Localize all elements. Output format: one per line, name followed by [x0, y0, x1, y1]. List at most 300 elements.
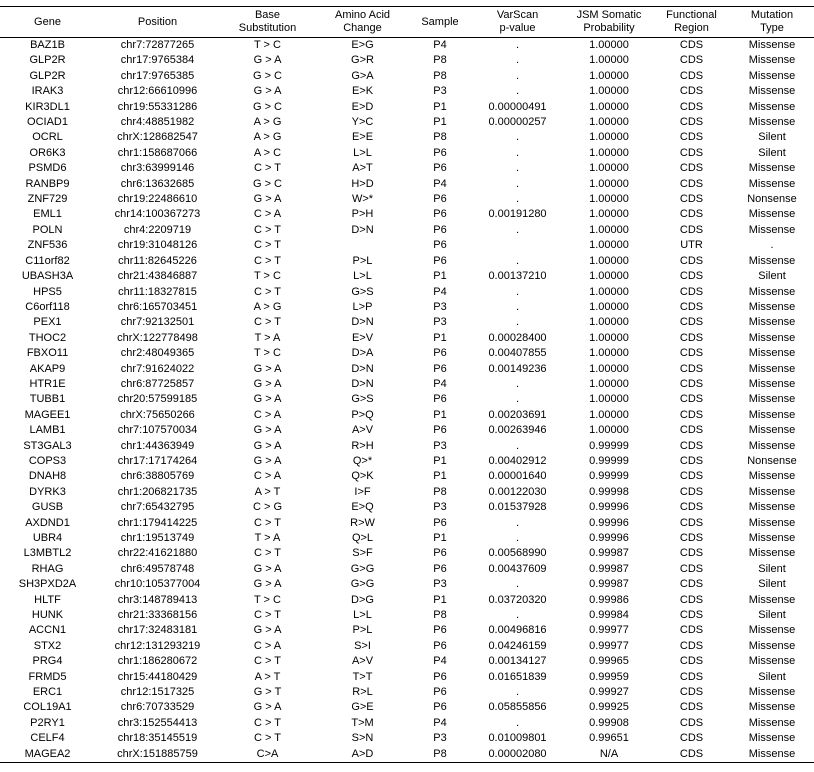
cell-amino-acid-change: G>G [350, 562, 375, 575]
cell-amino-acid-change: D>N [351, 377, 374, 390]
cell-functional-region: CDS [679, 362, 704, 375]
cell-base-substitution: G > A [253, 578, 282, 591]
cell-amino-acid-change: P>H [351, 208, 374, 221]
cell-varscan-p-value: 0.00001640 [488, 470, 547, 483]
cell-position: chr1:44363949 [120, 439, 195, 452]
cell-position: chr4:2209719 [123, 223, 192, 236]
cell-base-substitution: C > A [253, 208, 282, 221]
cell-mutation-type: Missense [748, 162, 796, 175]
cell-mutation-type: Missense [748, 686, 796, 699]
cell-jsm-somatic-probability: 1.00000 [589, 393, 629, 406]
cell-mutation-type: Missense [748, 69, 796, 82]
cell-sample: P4 [433, 285, 447, 298]
cell-varscan-p-value: . [515, 146, 520, 159]
cell-varscan-p-value: . [515, 193, 520, 206]
cell-functional-region: CDS [679, 223, 704, 236]
cell-amino-acid-change: R>H [351, 439, 374, 452]
cell-jsm-somatic-probability: 1.00000 [589, 116, 629, 129]
column-header-gene [0, 7, 95, 38]
column-header-amino-acid-change [315, 7, 410, 38]
column-header-line2: Substitution [238, 22, 297, 34]
column-header-line1: Functional [666, 9, 717, 21]
cell-amino-acid-change: G>R [351, 54, 374, 67]
cell-position: chr19:22486610 [117, 193, 198, 206]
cell-functional-region: CDS [679, 578, 704, 591]
cell-functional-region: CDS [679, 193, 704, 206]
cell-varscan-p-value: 0.00568990 [488, 547, 547, 560]
cell-functional-region: CDS [679, 116, 704, 129]
table-row [0, 130, 814, 145]
cell-position: chr17:9765384 [120, 54, 195, 67]
cell-jsm-somatic-probability: 1.00000 [589, 146, 629, 159]
cell-amino-acid-change: G>E [351, 701, 374, 714]
cell-jsm-somatic-probability: 1.00000 [589, 162, 629, 175]
cell-mutation-type: Missense [748, 485, 796, 498]
table-row [0, 392, 814, 407]
table-row [0, 146, 814, 161]
cell-varscan-p-value: . [515, 609, 520, 622]
cell-mutation-type: Missense [748, 285, 796, 298]
cell-gene: UBR4 [32, 532, 63, 544]
cell-gene: AKAP9 [29, 362, 66, 375]
cell-base-substitution: G > A [253, 362, 282, 375]
cell-base-substitution: C > A [253, 639, 282, 652]
cell-sample: P6 [433, 424, 447, 437]
table-row [0, 238, 814, 253]
cell-amino-acid-change: E>K [351, 85, 374, 98]
cell-position: chr6:38805769 [120, 470, 195, 483]
cell-sample: P8 [433, 485, 447, 498]
cell-amino-acid-change: A>D [315, 747, 410, 763]
cell-varscan-p-value: 0.00191280 [488, 208, 547, 221]
cell-jsm-somatic-probability: 0.99996 [589, 516, 629, 529]
cell-functional-region: CDS [679, 162, 704, 175]
cell-base-substitution: G > A [253, 54, 282, 67]
cell-jsm-somatic-probability: 0.99987 [589, 547, 629, 560]
cell-varscan-p-value: 0.00134127 [488, 655, 547, 668]
cell-base-substitution: T > C [253, 270, 281, 283]
cell-mutation-type: Missense [748, 516, 796, 529]
cell-sample: P3 [433, 300, 447, 313]
cell-functional-region: CDS [679, 69, 704, 82]
cell-varscan-p-value: 0.01009801 [488, 732, 547, 745]
cell-jsm-somatic-probability: N/A [565, 747, 653, 763]
cell-mutation-type: Missense [748, 655, 796, 668]
cell-jsm-somatic-probability: 1.00000 [589, 254, 629, 267]
table-row [0, 500, 814, 515]
table-row [0, 254, 814, 269]
cell-position: chr14:100367273 [114, 208, 201, 221]
table-row [0, 454, 814, 469]
cell-gene: SH3PXD2A [18, 578, 77, 591]
cell-amino-acid-change: S>I [354, 639, 371, 652]
cell-mutation-type: Silent [758, 131, 786, 144]
cell-jsm-somatic-probability: 0.99925 [589, 701, 629, 714]
cell-varscan-p-value: . [515, 532, 520, 544]
cell-jsm-somatic-probability: 0.99908 [589, 716, 629, 729]
table-row [0, 423, 814, 438]
cell-amino-acid-change: Q>K [351, 470, 374, 483]
cell-jsm-somatic-probability: 0.99927 [589, 686, 629, 699]
cell-varscan-p-value: 0.00028400 [488, 331, 547, 344]
cell-mutation-type: Missense [748, 532, 796, 544]
cell-gene: RANBP9 [25, 177, 70, 190]
cell-position: chr20:57599185 [117, 393, 198, 406]
cell-mutation-type: Missense [748, 424, 796, 437]
column-header-line1: JSM Somatic [576, 9, 642, 21]
cell-sample: P6 [433, 562, 447, 575]
cell-position: chr1:158687066 [117, 146, 198, 159]
cell-varscan-p-value: . [515, 686, 520, 699]
cell-varscan-p-value: . [515, 85, 520, 98]
cell-base-substitution: C > T [253, 239, 281, 252]
cell-position: chr11:18327815 [118, 285, 197, 298]
cell-functional-region: CDS [679, 624, 704, 637]
cell-gene: HTR1E [29, 377, 66, 390]
cell-functional-region: CDS [679, 716, 704, 729]
cell-mutation-type: Missense [748, 716, 796, 729]
cell-functional-region: CDS [679, 100, 704, 113]
cell-functional-region: CDS [679, 609, 704, 622]
cell-jsm-somatic-probability: 0.99996 [589, 532, 629, 544]
column-header-line2: Region [674, 22, 709, 34]
cell-gene: PRG4 [32, 655, 63, 668]
cell-jsm-somatic-probability: 1.00000 [589, 285, 629, 298]
cell-base-substitution: C > T [253, 316, 281, 329]
table-row [0, 300, 814, 315]
cell-varscan-p-value: 0.00203691 [488, 408, 547, 421]
cell-base-substitution: G > A [253, 701, 282, 714]
cell-mutation-type: Missense [748, 54, 796, 67]
cell-jsm-somatic-probability: 0.99996 [589, 501, 629, 514]
cell-gene: MAGEA2 [0, 747, 95, 763]
cell-varscan-p-value: 0.04246159 [488, 639, 547, 652]
cell-functional-region: CDS [679, 532, 704, 544]
cell-amino-acid-change: G>A [351, 69, 374, 82]
cell-varscan-p-value: . [515, 716, 520, 729]
cell-base-substitution: G > A [253, 562, 282, 575]
cell-base-substitution: A > G [253, 131, 282, 144]
cell-functional-region: CDS [679, 454, 704, 467]
column-header-line2: Change [343, 22, 382, 34]
cell-functional-region: CDS [679, 331, 704, 344]
table-row [0, 731, 814, 746]
cell-sample: P8 [410, 747, 470, 763]
cell-base-substitution: T > C [253, 347, 281, 360]
cell-jsm-somatic-probability: 1.00000 [589, 177, 629, 190]
cell-gene: BAZ1B [30, 39, 65, 51]
cell-base-substitution: C > T [253, 254, 281, 267]
cell-gene: HUNK [31, 609, 64, 622]
cell-position: chr12:66610996 [117, 85, 198, 98]
column-header-line1: VarScan [496, 9, 539, 21]
table-row [0, 377, 814, 392]
cell-functional-region: CDS [679, 316, 704, 329]
cell-amino-acid-change: E>E [351, 131, 374, 144]
table-row [0, 84, 814, 99]
cell-mutation-type: Silent [758, 562, 786, 575]
cell-position: chr19:55331286 [117, 100, 198, 113]
cell-gene: THOC2 [28, 331, 67, 344]
table-row [0, 639, 814, 654]
cell-amino-acid-change: D>N [351, 316, 374, 329]
cell-functional-region: UTR [680, 239, 703, 252]
cell-position: chr6:165703451 [117, 300, 198, 313]
cell-sample: P6 [433, 686, 447, 699]
column-header-base-substitution [220, 7, 315, 38]
cell-base-substitution: G > A [253, 439, 282, 452]
cell-amino-acid-change: D>N [351, 223, 374, 236]
cell-varscan-p-value: 0.00437609 [488, 562, 547, 575]
cell-base-substitution: T > C [253, 39, 281, 51]
cell-gene: EML1 [33, 208, 62, 221]
cell-base-substitution: C > A [253, 408, 282, 421]
cell-amino-acid-change [315, 238, 410, 253]
cell-jsm-somatic-probability: 1.00000 [589, 223, 629, 236]
cell-position: chrX:75650266 [120, 408, 195, 421]
cell-gene: OCRL [32, 131, 63, 144]
cell-sample: P6 [433, 639, 447, 652]
cell-gene: ZNF729 [27, 193, 68, 206]
cell-jsm-somatic-probability: 1.00000 [589, 424, 629, 437]
cell-gene: GLP2R [29, 69, 66, 82]
cell-mutation-type: Missense [748, 85, 796, 98]
cell-varscan-p-value: 0.00000257 [488, 116, 547, 129]
cell-varscan-p-value: . [515, 393, 520, 406]
column-header-line2: Probability [583, 22, 635, 34]
cell-gene: GLP2R [29, 54, 66, 67]
cell-position: chr3:152554413 [117, 716, 198, 729]
cell-jsm-somatic-probability: 1.00000 [589, 377, 629, 390]
cell-sample: P6 [433, 193, 447, 206]
cell-amino-acid-change: Q>* [352, 454, 373, 467]
table-row [0, 439, 814, 454]
cell-functional-region: CDS [679, 393, 704, 406]
cell-amino-acid-change: R>W [350, 516, 375, 529]
cell-sample: P6 [433, 547, 447, 560]
cell-sample: P4 [433, 377, 447, 390]
cell-amino-acid-change: D>N [351, 362, 374, 375]
table-row [0, 192, 814, 207]
cell-jsm-somatic-probability: 1.00000 [589, 54, 629, 67]
cell-position: chr7:107570034 [117, 424, 198, 437]
column-header-line1: Gene [34, 15, 61, 28]
cell-base-substitution: G > A [253, 393, 282, 406]
cell-amino-acid-change: L>P [352, 300, 373, 313]
cell-functional-region: CDS [679, 424, 704, 437]
column-header-jsm-somatic-probability [565, 7, 653, 38]
table-row [0, 38, 814, 54]
cell-base-substitution: G > C [252, 69, 283, 82]
table-row [0, 485, 814, 500]
cell-mutation-type: Nonsense [747, 454, 797, 467]
cell-amino-acid-change: L>L [353, 609, 372, 622]
cell-functional-region: CDS [679, 54, 704, 67]
cell-mutation-type: Missense [748, 362, 796, 375]
cell-base-substitution: T > C [253, 593, 281, 606]
cell-jsm-somatic-probability: 1.00000 [589, 362, 629, 375]
table-row [0, 531, 814, 546]
column-header-sample [410, 7, 470, 38]
cell-jsm-somatic-probability: 1.00000 [589, 85, 629, 98]
cell-jsm-somatic-probability: 0.99984 [589, 609, 629, 622]
cell-jsm-somatic-probability: 1.00000 [589, 316, 629, 329]
cell-position: chr19:31048126 [117, 239, 198, 252]
cell-gene: UBASH3A [21, 270, 74, 283]
cell-gene: L3MBTL2 [23, 547, 72, 560]
cell-varscan-p-value: 0.00402912 [488, 454, 547, 467]
cell-position: chr12:131293219 [114, 639, 201, 652]
table-row [0, 177, 814, 192]
cell-gene: HPS5 [33, 285, 62, 298]
cell-jsm-somatic-probability: 1.00000 [589, 131, 629, 144]
cell-jsm-somatic-probability: 1.00000 [589, 208, 629, 221]
cell-position: chr7:65432795 [120, 501, 195, 514]
cell-base-substitution: C > T [253, 162, 281, 175]
cell-sample: P4 [433, 39, 447, 51]
table-row [0, 469, 814, 484]
cell-functional-region: CDS [679, 485, 704, 498]
cell-gene: COL19A1 [23, 701, 72, 714]
table-row [0, 223, 814, 238]
cell-amino-acid-change: R>L [352, 686, 373, 699]
cell-base-substitution: C > A [253, 470, 282, 483]
cell-sample: P6 [433, 223, 447, 236]
cell-functional-region: CDS [679, 732, 704, 745]
cell-base-substitution: G > A [253, 193, 282, 206]
cell-varscan-p-value: . [515, 177, 520, 190]
cell-mutation-type: Missense [748, 347, 796, 360]
cell-functional-region: CDS [679, 547, 704, 560]
cell-functional-region: CDS [679, 131, 704, 144]
cell-functional-region: CDS [679, 501, 704, 514]
cell-mutation-type: Missense [748, 639, 796, 652]
cell-varscan-p-value: . [515, 254, 520, 267]
cell-varscan-p-value: 0.01651839 [488, 670, 547, 683]
cell-jsm-somatic-probability: 1.00000 [589, 300, 629, 313]
cell-sample: P4 [433, 716, 447, 729]
cell-position: chr18:35145519 [117, 732, 198, 745]
cell-functional-region: CDS [679, 686, 704, 699]
table-row [0, 623, 814, 638]
cell-sample: P6 [433, 516, 447, 529]
cell-mutation-type: Missense [748, 501, 796, 514]
cell-functional-region: CDS [679, 347, 704, 360]
table-row [0, 608, 814, 623]
cell-position: chr11:82645226 [118, 254, 197, 267]
cell-amino-acid-change: T>T [352, 670, 373, 683]
cell-jsm-somatic-probability: 1.00000 [589, 331, 629, 344]
cell-jsm-somatic-probability: 0.99965 [589, 655, 629, 668]
cell-sample: P1 [433, 270, 447, 283]
cell-gene: MAGEE1 [24, 408, 71, 421]
cell-functional-region: CDS [679, 670, 704, 683]
cell-base-substitution: G > A [253, 85, 282, 98]
cell-position: chrX:151885759 [95, 747, 220, 763]
cell-position: chr3:63999146 [120, 162, 195, 175]
cell-sample: P8 [433, 131, 447, 144]
cell-gene: ZNF536 [27, 239, 68, 252]
cell-gene: ACCN1 [28, 624, 67, 637]
cell-gene: GUSB [31, 501, 64, 514]
cell-functional-region: CDS [679, 300, 704, 313]
table-row [0, 161, 814, 176]
table-row [0, 315, 814, 330]
cell-mutation-type: Missense [748, 593, 796, 606]
cell-base-substitution: A > T [254, 485, 281, 498]
cell-functional-region: CDS [679, 701, 704, 714]
cell-varscan-p-value: 0.05855856 [488, 701, 547, 714]
cell-mutation-type: Missense [748, 100, 796, 113]
cell-base-substitution: A > T [254, 670, 281, 683]
cell-functional-region: CDS [679, 208, 704, 221]
cell-amino-acid-change: L>L [353, 146, 372, 159]
cell-sample: P6 [433, 393, 447, 406]
table-row [0, 408, 814, 423]
cell-amino-acid-change: G>S [351, 285, 374, 298]
table-row [0, 362, 814, 377]
table-row [0, 53, 814, 68]
cell-gene: PEX1 [33, 316, 62, 329]
cell-jsm-somatic-probability: 0.99977 [589, 639, 629, 652]
cell-varscan-p-value: 0.00263946 [488, 424, 547, 437]
cell-amino-acid-change: S>N [351, 732, 374, 745]
cell-sample: P6 [433, 362, 447, 375]
cell-functional-region: CDS [679, 408, 704, 421]
mutation-table [0, 6, 814, 763]
cell-amino-acid-change: E>V [351, 331, 374, 344]
cell-varscan-p-value: 0.01537928 [488, 501, 547, 514]
cell-position: chr7:91624022 [120, 362, 195, 375]
column-header-line1: Amino Acid [334, 9, 391, 21]
cell-functional-region: CDS [679, 254, 704, 267]
cell-base-substitution: C > T [253, 223, 281, 236]
cell-position: chr6:87725857 [120, 377, 195, 390]
cell-position: chr7:72877265 [120, 39, 195, 51]
cell-sample: P3 [433, 578, 447, 591]
cell-varscan-p-value: . [515, 578, 520, 591]
cell-jsm-somatic-probability: 0.99998 [589, 485, 629, 498]
cell-sample: P1 [433, 116, 447, 129]
cell-mutation-type: Silent [758, 670, 786, 683]
table-body [0, 38, 814, 763]
cell-base-substitution: C > T [253, 285, 281, 298]
cell-amino-acid-change: A>T [352, 162, 373, 175]
cell-position: chr22:41621880 [117, 547, 198, 560]
cell-jsm-somatic-probability: 0.99986 [589, 593, 629, 606]
cell-amino-acid-change: P>L [352, 254, 373, 267]
cell-sample: P1 [433, 593, 447, 606]
cell-sample: P8 [433, 54, 447, 67]
cell-mutation-type: Missense [748, 39, 796, 51]
cell-varscan-p-value: . [515, 439, 520, 452]
cell-jsm-somatic-probability: 0.99999 [589, 470, 629, 483]
cell-mutation-type: Missense [748, 177, 796, 190]
column-header-line1: Mutation [750, 9, 794, 21]
cell-jsm-somatic-probability: 1.00000 [589, 39, 629, 51]
cell-position: chr1:186280672 [117, 655, 198, 668]
cell-mutation-type: Missense [748, 393, 796, 406]
table-row [0, 346, 814, 361]
cell-mutation-type: Missense [748, 408, 796, 421]
table-row [0, 716, 814, 731]
cell-varscan-p-value: 0.00407855 [488, 347, 547, 360]
cell-varscan-p-value: 0.00002080 [470, 747, 565, 763]
table-row [0, 115, 814, 130]
cell-position: chr4:48851982 [120, 116, 195, 129]
cell-amino-acid-change: L>L [353, 270, 372, 283]
cell-base-substitution: C>A [220, 747, 315, 763]
